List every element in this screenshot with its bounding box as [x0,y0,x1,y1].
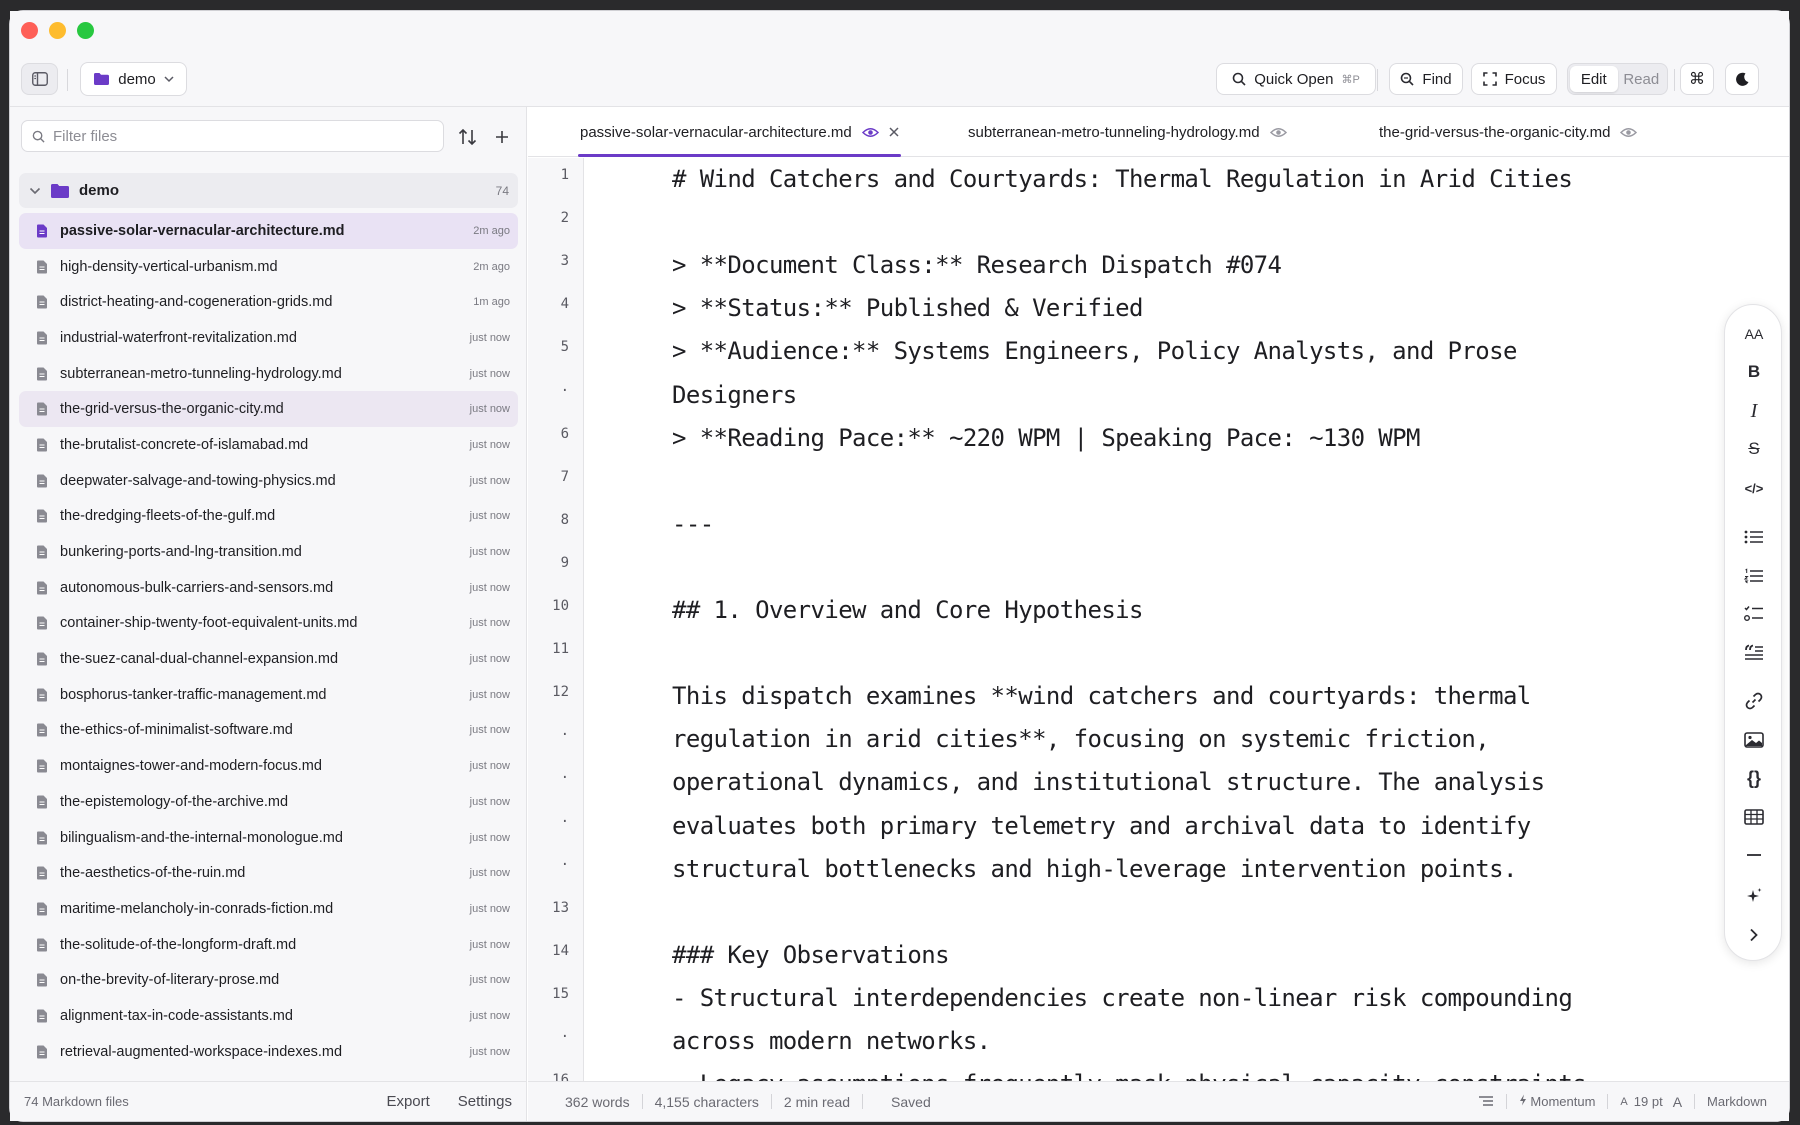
command-icon: ⌘ [1689,71,1705,88]
tab-grid-vs-organic[interactable] [1379,107,1637,157]
link-icon [1745,692,1763,710]
editor-line[interactable]: regulation in arid cities**, focusing on systemic friction, [672,725,1490,754]
outline-icon [1478,1095,1494,1107]
file-row[interactable] [19,249,518,285]
editor-line[interactable]: evaluates both primary telemetry and archival data to identify [672,811,1531,840]
file-modified-time: just now [469,546,510,559]
export-button[interactable]: Export [386,1093,430,1110]
file-name: bosphorus-tanker-traffic-management.md [60,686,327,703]
settings-button[interactable]: Settings [457,1093,512,1110]
file-row[interactable] [19,748,518,784]
file-modified-time: just now [469,1009,510,1022]
plus-icon [495,130,509,144]
edit-mode-button[interactable]: Edit [1570,66,1618,92]
file-icon [36,902,48,916]
line-number: 11 [552,641,569,658]
code-block-icon: {} [1746,767,1761,788]
file-name: passive-solar-vernacular-architecture.md [60,222,345,239]
decrease-font-button[interactable]: A [1620,1095,1628,1108]
folder-file-count: 74 [495,183,509,198]
find-label: Find [1422,70,1452,88]
file-icon [36,295,48,309]
moon-icon [1735,72,1750,87]
file-icon [36,973,48,987]
file-name: container-ship-twenty-foot-equivalent-units.md [60,615,358,632]
file-name: deepwater-salvage-and-towing-physics.md [60,472,336,489]
editor-line[interactable]: This dispatch examines **wind catchers and courtyards: thermal [672,682,1531,711]
sidebar-toggle-button[interactable] [21,63,58,95]
file-modified-time: just now [469,974,510,987]
file-modified-time: just now [469,510,510,523]
editor-line[interactable]: Designers [672,380,797,409]
tab-subterranean-metro[interactable] [968,107,1287,157]
bold-icon: B [1747,362,1761,381]
file-icon [36,616,48,630]
code-icon: </> [1744,480,1764,496]
editor-line[interactable]: > **Audience:** Systems Engineers, Policy Analysts, and Prose [672,337,1517,366]
folder-name: demo [79,182,120,199]
file-name: the-ethics-of-minimalist-software.md [60,722,293,739]
text-size-button[interactable] [1739,319,1769,349]
italic-button[interactable] [1739,396,1769,426]
editor-line[interactable]: > **Status:** Published & Verified [672,294,1143,323]
folder-icon [50,183,70,199]
file-icon [36,688,48,702]
file-icon [36,938,48,952]
file-name: the-aesthetics-of-the-ruin.md [60,865,246,882]
file-modified-time: just now [469,438,510,451]
file-row[interactable] [19,677,518,713]
editor-line[interactable]: structural bottlenecks and high-leverage intervention points. [672,854,1517,883]
task-list-button[interactable] [1739,599,1769,629]
chevron-right-icon [1749,928,1759,942]
file-name: the-epistemology-of-the-archive.md [60,793,289,810]
file-modified-time: just now [469,760,510,773]
file-icon [36,509,48,523]
file-modified-time: just now [469,474,510,487]
line-number: · [560,813,569,830]
file-row[interactable] [19,284,518,320]
line-number: 12 [552,684,569,701]
file-row[interactable] [19,891,518,927]
search-icon [32,130,45,143]
toolbar [10,11,1789,107]
bold-button[interactable] [1739,357,1769,387]
workspace-selector[interactable] [80,62,187,96]
close-icon[interactable] [889,127,899,137]
theme-name: Momentum [1530,1094,1596,1109]
file-row[interactable] [19,820,518,856]
file-name: autonomous-bulk-carriers-and-sensors.md [60,579,334,596]
filter-field[interactable] [21,120,444,152]
file-name: district-heating-and-cogeneration-grids.md [60,294,333,311]
numbered-list-button[interactable] [1739,561,1769,591]
word-count: 362 words [565,1093,630,1110]
file-icon [36,224,48,238]
sort-button[interactable] [456,125,480,149]
file-modified-time: just now [469,367,510,380]
file-icon [36,474,48,488]
editor-mode[interactable]: Markdown [1707,1094,1767,1109]
app-window [9,10,1790,1122]
file-row[interactable] [19,320,518,356]
tab-passive-solar[interactable] [580,107,899,157]
editor-line[interactable]: across modern networks. [672,1027,991,1055]
line-number: 7 [560,468,569,485]
eye-icon[interactable] [1620,127,1637,138]
file-row[interactable] [19,927,518,963]
editor-line[interactable]: > **Document Class:** Research Dispatch #074 [672,251,1282,280]
find-icon [1400,72,1414,86]
editor-line[interactable]: ## 1. Overview and Core Hypothesis [672,596,1143,624]
ai-assist-button[interactable] [1739,881,1769,911]
table-icon [1744,809,1764,825]
file-icon [36,831,48,845]
sidebar-footer [10,1081,526,1121]
file-modified-time: just now [469,724,510,737]
window-controls [21,22,94,39]
file-row[interactable] [19,713,518,749]
line-number: 9 [560,554,569,571]
line-number: 14 [552,942,569,959]
italic-icon: I [1750,399,1758,422]
workspace-name: demo [118,70,156,88]
find-button[interactable] [1389,63,1463,95]
bullet-list-icon [1744,529,1764,545]
task-list-icon [1744,605,1764,623]
file-icon [36,1009,48,1023]
file-modified-time: just now [469,867,510,880]
eye-icon[interactable] [862,127,879,138]
theme-selector[interactable] [1507,1094,1608,1109]
table-button[interactable] [1739,802,1769,832]
file-icon [36,1045,48,1059]
file-name: the-brutalist-concrete-of-islamabad.md [60,436,309,453]
eye-icon[interactable] [1270,127,1287,138]
line-number: 4 [560,296,569,313]
line-number: 3 [560,253,569,270]
file-modified-time: just now [469,617,510,630]
file-row[interactable] [19,784,518,820]
file-row[interactable] [19,534,518,570]
file-row[interactable] [19,855,518,891]
formatting-toolbar [1724,304,1782,961]
search-icon [1232,72,1246,86]
line-number: 1 [560,167,569,183]
bullet-list-button[interactable] [1739,522,1769,552]
focus-label: Focus [1504,70,1546,88]
file-icon [36,581,48,595]
file-row[interactable] [19,606,518,642]
file-modified-time: 2m ago [473,260,510,273]
quick-open-label: Quick Open [1254,70,1334,88]
focus-button[interactable] [1471,63,1557,95]
tab-label: passive-solar-vernacular-architecture.md [580,123,852,141]
sparkle-icon [1745,887,1763,905]
sidebar-icon [32,72,48,86]
file-name: high-density-vertical-urbanism.md [60,258,278,275]
image-button[interactable] [1739,725,1769,755]
file-row[interactable] [19,998,518,1034]
horizontal-rule-button[interactable] [1739,840,1769,870]
file-row[interactable] [19,641,518,677]
folder-row[interactable] [19,173,518,208]
line-number: · [560,727,569,744]
font-size: 19 pt [1633,1094,1663,1109]
file-name: subterranean-metro-tunneling-hydrology.md [60,365,342,382]
strikethrough-button[interactable] [1739,434,1769,464]
read-mode-button[interactable]: Read [1623,70,1660,88]
file-modified-time: just now [469,331,510,344]
editor[interactable] [528,158,1789,1081]
file-count-label: 74 Markdown files [24,1094,129,1109]
mode-toggle [1567,63,1668,95]
editor-line[interactable]: --- [672,509,714,538]
file-modified-time: just now [469,902,510,915]
file-modified-time: just now [469,581,510,594]
line-number-gutter [528,158,584,1081]
file-modified-time: just now [469,831,510,844]
command-palette-button[interactable] [1680,63,1714,95]
file-row[interactable] [19,391,518,427]
toolbar-divider [1377,69,1378,91]
line-number: 13 [552,899,569,916]
read-time: 2 min read [783,1093,851,1110]
file-name: montaignes-tower-and-modern-focus.md [60,758,322,775]
file-list [19,213,518,1070]
line-number: 5 [560,339,569,356]
file-icon [36,331,48,345]
save-status: Saved [891,1093,931,1110]
collapse-toolbar-button[interactable] [1739,920,1769,950]
sort-icon [458,128,478,146]
file-icon [36,438,48,452]
line-number: 2 [560,210,569,227]
file-row[interactable] [19,1034,518,1070]
text-size-icon: AA [1744,326,1764,342]
chevron-down-icon [164,76,174,82]
tab-bar [528,107,1789,157]
file-name: maritime-melancholy-in-conrads-fiction.md [60,900,334,917]
line-number: 10 [552,598,569,614]
line-number: 15 [552,985,569,1002]
toolbar-divider [67,69,68,91]
horizontal-rule-icon [1746,853,1762,857]
increase-font-button[interactable]: A [1672,1093,1683,1110]
quote-icon [1744,644,1764,660]
zoom-window-button[interactable] [77,22,94,39]
tab-label: the-grid-versus-the-organic-city.md [1379,123,1611,141]
link-button[interactable] [1739,686,1769,716]
file-name: the-grid-versus-the-organic-city.md [60,401,284,418]
file-icon [36,759,48,773]
file-name: bunkering-ports-and-lng-transition.md [60,544,302,561]
status-bar [528,1081,1789,1121]
quick-open-button[interactable] [1216,63,1376,95]
numbered-list-icon [1744,568,1764,584]
file-name: the-solitude-of-the-longform-draft.md [60,936,297,953]
file-modified-time: just now [469,795,510,808]
file-icon [36,402,48,416]
tab-label: subterranean-metro-tunneling-hydrology.md [968,123,1260,141]
image-icon [1744,732,1764,748]
file-name: alignment-tax-in-code-assistants.md [60,1007,293,1024]
file-icon [36,866,48,880]
line-number: 6 [560,425,569,442]
line-number: · [560,856,569,873]
file-row[interactable] [19,213,518,249]
file-icon [36,652,48,666]
file-modified-time: 1m ago [473,296,510,309]
character-count: 4,155 characters [654,1093,759,1110]
theme-toggle-button[interactable] [1725,63,1759,95]
toolbar-divider [1674,69,1675,91]
editor-line[interactable]: # Wind Catchers and Courtyards: Thermal Regulation in Arid Cities [672,165,1573,193]
editor-line[interactable]: operational dynamics, and institutional structure. The analysis [672,768,1545,797]
filter-input[interactable] [53,128,423,145]
file-modified-time: just now [469,653,510,666]
file-name: retrieval-augmented-workspace-indexes.md [60,1043,343,1060]
quick-open-shortcut: ⌘P [1341,73,1360,86]
file-modified-time: just now [469,938,510,951]
editor-line[interactable]: ### Key Observations [672,940,949,969]
file-row[interactable] [19,499,518,535]
file-name: the-dredging-fleets-of-the-gulf.md [60,508,276,525]
file-name: bilingualism-and-the-internal-monologue.md [60,829,343,846]
file-name: industrial-waterfront-revitalization.md [60,329,297,346]
line-number: 8 [560,511,569,528]
file-icon [36,545,48,559]
file-modified-time: just now [469,1045,510,1058]
file-name: on-the-brevity-of-literary-prose.md [60,972,280,989]
file-row[interactable] [19,427,518,463]
strikethrough-icon: S [1748,439,1760,458]
file-row[interactable] [19,570,518,606]
sidebar [10,107,527,1121]
file-modified-time: just now [469,688,510,701]
blockquote-button[interactable] [1739,637,1769,667]
editor-line[interactable]: - Structural interdependencies create non-linear risk compounding [672,983,1573,1012]
code-block-button[interactable] [1739,763,1769,793]
file-modified-time: just now [469,403,510,416]
file-icon [36,260,48,274]
expand-icon [1483,72,1497,86]
file-modified-time: 2m ago [473,224,510,237]
file-icon [36,367,48,381]
file-row[interactable] [19,463,518,499]
line-number: · [560,770,569,787]
bolt-icon [1519,1094,1527,1106]
file-name: the-suez-canal-dual-channel-expansion.md [60,651,339,668]
outline-button[interactable] [1466,1094,1506,1110]
folder-icon [93,72,110,86]
minimize-window-button[interactable] [49,22,66,39]
file-row[interactable] [19,962,518,998]
inline-code-button[interactable] [1739,473,1769,503]
line-number: · [560,382,569,399]
file-row[interactable] [19,356,518,392]
new-file-button[interactable] [490,125,514,149]
editor-line[interactable]: > **Reading Pace:** ~220 WPM | Speaking Pace: ~130 WPM [672,423,1420,452]
file-icon [36,723,48,737]
file-icon [36,795,48,809]
line-number: · [560,1029,569,1045]
close-window-button[interactable] [21,22,38,39]
chevron-down-icon [29,187,41,195]
